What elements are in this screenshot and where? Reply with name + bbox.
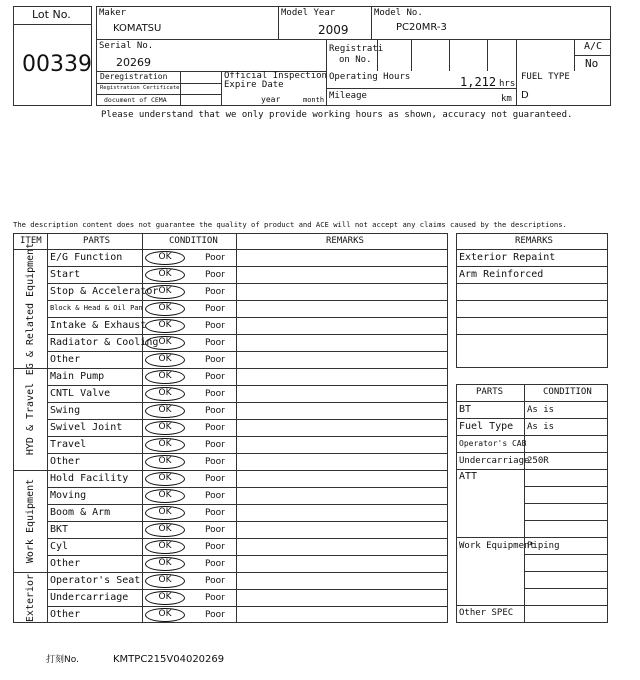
- ok-circled-mark: OK: [145, 438, 185, 452]
- poor-option: Poor: [205, 491, 225, 501]
- operating-hours-label: Operating Hours: [329, 72, 411, 82]
- side-remarks-divider: [456, 283, 608, 284]
- registration-label-1: Registrati: [329, 44, 384, 54]
- deregistration-label: Deregistration: [100, 72, 168, 81]
- remarks-cell: [237, 250, 447, 266]
- att-label: ATT: [459, 471, 478, 482]
- part-name: Other: [50, 558, 81, 569]
- side-remarks-header: REMARKS: [515, 236, 553, 246]
- work-equipment-label: Work Equipment: [459, 541, 535, 551]
- pc-part: Undercarriage: [459, 456, 530, 466]
- part-name: Hold Facility: [50, 473, 129, 484]
- side-remarks-divider: [456, 317, 608, 318]
- part-name: Other: [50, 609, 81, 620]
- maker-label: Maker: [99, 8, 127, 18]
- remarks-cell: [237, 369, 447, 385]
- lot-number: 00339: [22, 52, 92, 77]
- side-remarks-divider: [456, 266, 608, 267]
- model-no-value: PC20MR-3: [396, 22, 447, 33]
- inspection-label-1: Official Inspection: [224, 71, 327, 81]
- col-condition: CONDITION: [169, 236, 218, 246]
- ok-circled-mark: OK: [145, 319, 185, 333]
- col-remarks: REMARKS: [326, 236, 364, 246]
- group-label: EG & Related Equipment: [25, 242, 36, 375]
- hours-disclaimer: Please understand that we only provide working hours as shown, accuracy not guaranteed.: [101, 110, 573, 120]
- ok-circled-mark: OK: [145, 353, 185, 367]
- pc-condition: 250R: [527, 456, 549, 466]
- pc-part: Fuel Type: [459, 421, 514, 432]
- ok-circled-mark: OK: [145, 268, 185, 282]
- col-parts: PARTS: [83, 236, 111, 246]
- description-disclaimer: The description content does not guarantee the quality of product and ACE will not accept any claims caused by the descriptions.: [13, 220, 567, 229]
- remarks-cell: [237, 522, 447, 538]
- poor-option: Poor: [205, 389, 225, 399]
- part-name: Moving: [50, 490, 87, 501]
- ok-circled-mark: OK: [145, 557, 185, 571]
- remarks-cell: [237, 267, 447, 283]
- ok-circled-mark: OK: [145, 421, 185, 435]
- poor-option: Poor: [205, 559, 225, 569]
- ac-value: No: [585, 57, 599, 70]
- ac-label: A/C: [584, 41, 603, 52]
- poor-option: Poor: [205, 593, 225, 603]
- ok-circled-mark: OK: [145, 387, 185, 401]
- hrs-unit: hrs: [499, 79, 516, 89]
- poor-option: Poor: [205, 304, 225, 314]
- poor-option: Poor: [205, 457, 225, 467]
- year-label: year: [261, 95, 281, 104]
- model-year-value: 2009: [318, 23, 349, 37]
- inspection-label-2: Expire Date: [224, 80, 284, 90]
- part-name: Travel: [50, 439, 87, 450]
- remarks-cell: [237, 403, 447, 419]
- ok-circled-mark: OK: [145, 285, 185, 299]
- remarks-cell: [237, 318, 447, 334]
- remarks-cell: [237, 284, 447, 300]
- part-name: Radiator & Cooling: [50, 337, 159, 348]
- side-remark-line: Arm Reinforced: [459, 269, 544, 280]
- poor-option: Poor: [205, 440, 225, 450]
- part-name: Intake & Exhaust: [50, 320, 147, 331]
- remarks-cell: [237, 386, 447, 402]
- pc-part: Operator's CAB: [459, 439, 527, 448]
- poor-option: Poor: [205, 423, 225, 433]
- ok-circled-mark: OK: [145, 574, 185, 588]
- part-name: Start: [50, 269, 81, 280]
- part-name: Other: [50, 456, 81, 467]
- side-remark-line: Exterior Repaint: [459, 252, 556, 263]
- ok-circled-mark: OK: [145, 336, 185, 350]
- side-remarks-divider: [456, 300, 608, 301]
- ok-circled-mark: OK: [145, 506, 185, 520]
- remarks-cell: [237, 471, 447, 487]
- remarks-cell: [237, 454, 447, 470]
- ok-circled-mark: OK: [145, 455, 185, 469]
- poor-option: Poor: [205, 253, 225, 263]
- mileage-label: Mileage: [329, 91, 367, 101]
- poor-option: Poor: [205, 355, 225, 365]
- stamp-label: 打刻No.: [46, 655, 79, 665]
- registration-label-2: on No.: [339, 55, 372, 65]
- poor-option: Poor: [205, 525, 225, 535]
- remarks-cell: [237, 335, 447, 351]
- remarks-cell: [237, 590, 447, 606]
- ok-circled-mark: OK: [145, 302, 185, 316]
- ok-circled-mark: OK: [145, 370, 185, 384]
- month-label: month: [303, 96, 325, 104]
- work-equipment-value: Piping: [527, 541, 560, 551]
- remarks-cell: [237, 505, 447, 521]
- operating-hours-value: 1,212: [460, 75, 497, 89]
- pc-part: BT: [459, 404, 472, 415]
- part-name: Swing: [50, 405, 81, 416]
- remarks-cell: [237, 556, 447, 572]
- km-unit: km: [501, 94, 512, 104]
- other-spec-label: Other SPEC: [459, 608, 514, 618]
- ok-circled-mark: OK: [145, 472, 185, 486]
- ok-circled-mark: OK: [145, 404, 185, 418]
- part-name: Cyl: [50, 541, 69, 552]
- remarks-cell: [237, 539, 447, 555]
- lot-label: Lot No.: [32, 8, 71, 21]
- ok-circled-mark: OK: [145, 523, 185, 537]
- group-label: HYD & Travel: [25, 382, 36, 456]
- serial-label: Serial No.: [99, 41, 154, 51]
- poor-option: Poor: [205, 474, 225, 484]
- registration-cert-label: Registration Certificate: [100, 85, 180, 91]
- poor-option: Poor: [205, 610, 225, 620]
- poor-option: Poor: [205, 406, 225, 416]
- remarks-cell: [237, 352, 447, 368]
- pc-condition: As is: [527, 422, 555, 432]
- ok-circled-mark: OK: [145, 591, 185, 605]
- poor-option: Poor: [205, 321, 225, 331]
- poor-option: Poor: [205, 508, 225, 518]
- remarks-cell: [237, 437, 447, 453]
- poor-option: Poor: [205, 542, 225, 552]
- remarks-cell: [237, 420, 447, 436]
- ok-circled-mark: OK: [145, 251, 185, 265]
- fuel-type-value: D: [521, 90, 529, 101]
- part-name: Stop & Accelerator: [50, 286, 159, 297]
- part-name: Undercarriage: [50, 592, 129, 603]
- col-item: ITEM: [20, 236, 42, 246]
- part-name: E/G Function: [50, 252, 123, 263]
- poor-option: Poor: [205, 372, 225, 382]
- group-label: Work Equipment: [25, 478, 36, 564]
- part-name: Swivel Joint: [50, 422, 123, 433]
- pc-col-parts: PARTS: [476, 387, 504, 397]
- remarks-cell: [237, 607, 447, 623]
- fuel-type-label: FUEL TYPE: [521, 72, 570, 82]
- part-name: Operator's Seat: [50, 575, 141, 586]
- remarks-cell: [237, 301, 447, 317]
- part-name: BKT: [50, 524, 69, 535]
- part-name: Main Pump: [50, 371, 105, 382]
- poor-option: Poor: [205, 287, 225, 297]
- remarks-cell: [237, 573, 447, 589]
- ok-circled-mark: OK: [145, 489, 185, 503]
- remarks-cell: [237, 488, 447, 504]
- model-year-label: Model Year: [281, 8, 336, 18]
- cema-label: document of CEMA: [104, 96, 167, 104]
- ok-circled-mark: OK: [145, 608, 185, 622]
- poor-option: Poor: [205, 576, 225, 586]
- part-name: Other: [50, 354, 81, 365]
- pc-col-condition: CONDITION: [543, 387, 592, 397]
- group-label: Exterior: [25, 573, 36, 622]
- model-no-label: Model No.: [374, 8, 423, 18]
- ok-circled-mark: OK: [145, 540, 185, 554]
- maker-value: KOMATSU: [113, 23, 162, 34]
- part-name: CNTL Valve: [50, 388, 111, 399]
- poor-option: Poor: [205, 270, 225, 280]
- part-name: Boom & Arm: [50, 507, 111, 518]
- part-name: Block & Head & Oil Pan: [50, 304, 143, 312]
- side-remarks-divider: [456, 334, 608, 335]
- serial-value: 20269: [116, 56, 151, 69]
- poor-option: Poor: [205, 338, 225, 348]
- stamp-value: KMTPC215V04020269: [113, 654, 225, 665]
- pc-condition: As is: [527, 405, 555, 415]
